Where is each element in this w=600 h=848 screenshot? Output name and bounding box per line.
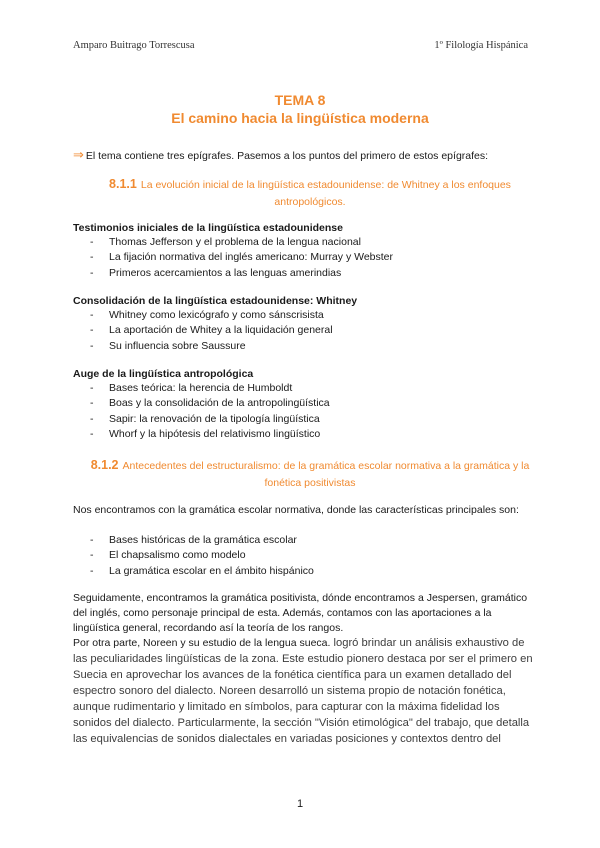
section-number: 8.1.1: [109, 177, 137, 191]
header-course: 1º Filología Hispánica: [434, 40, 528, 51]
list-item: - Bases históricas de la gramática escolar: [73, 533, 533, 548]
bullet-list: [73, 308, 533, 354]
list-item: - Whitney como lexicógrafo y como sánscrisista: [73, 308, 533, 323]
section-heading-8-1-2: [80, 457, 540, 492]
arrow-icon: ⇒: [73, 147, 84, 162]
list-item: - Boas y la consolidación de la antropolingüística: [73, 396, 533, 411]
group-testimonios: [73, 222, 533, 281]
section-heading-8-1-1: [80, 176, 540, 211]
list-item: - La gramática escolar en el ámbito hispánico: [73, 564, 533, 579]
intro-text: El tema contiene tres epígrafes. Pasemos a los puntos del primero de estos epígrafes:: [85, 150, 489, 162]
list-item: - Sapir: la renovación de la tipología lingüística: [73, 412, 533, 427]
bullet-list: [73, 235, 533, 281]
list-item: - Su influencia sobre Saussure: [73, 339, 533, 354]
section-title: Antecedentes del estructuralismo: de la gramática escolar normativa a la gramática y la fonética positivistas: [122, 460, 530, 489]
group-gramatica-escolar: [73, 533, 533, 579]
paragraph-lead: Por otra parte, Noreen y su estudio de la lengua sueca.: [73, 637, 331, 649]
paragraph-normativa: Nos encontramos con la gramática escolar normativa, donde las características principales son:: [73, 504, 519, 516]
list-item: - La fijación normativa del inglés americano: Murray y Webster: [73, 250, 533, 265]
list-item: - Thomas Jefferson y el problema de la lengua nacional: [73, 235, 533, 250]
list-item: - La aportación de Whitey a la liquidación general: [73, 323, 533, 338]
topic-subtitle: El camino hacia la lingüística moderna: [171, 110, 429, 126]
section-number: 8.1.2: [90, 458, 119, 472]
bullet-list: [73, 381, 533, 442]
section-title: La evolución inicial de la lingüística estadounidense: de Whitney a los enfoques antropológicos.: [140, 179, 511, 208]
paragraph-positivista: Seguidamente, encontramos la gramática positivista, dónde encontramos a Jespersen, gramático del inglés, como personaje principal de esta. Además, contamos con las aportaciones a la lingüística general, recordando así la teoría de los rangos.: [73, 592, 528, 634]
group-consolidacion: [73, 295, 533, 354]
header-author: Amparo Buitrago Torrescusa: [73, 40, 195, 51]
group-heading: Testimonios iniciales de la lingüística estadounidense: [73, 222, 343, 234]
paragraph-rest: logró brindar un análisis exhaustivo de las peculiaridades lingüísticas de la zona. Este estudio pionero destaca por ser el primero en Suecia en aprovechar los avances de la fonética científica para un examen detallado del espectro sonoro del dialecto. Noreen desarrolló un sistema propio de notación fonética, aunque rudimentario y limitado en símbolos, para capturar con la máxima fidelidad los sonidos del dialecto. Particularmente, la sección "Visión etimológica" del trabajo, que detalla las equivalencias de sonidos dialectales en variadas posiciones y contextos dentro del: [73, 637, 533, 745]
paragraph-noreen: [73, 635, 535, 747]
intro-line: [73, 147, 488, 163]
list-item: - El chapsalismo como modelo: [73, 548, 533, 563]
list-item: - Primeros acercamientos a las lenguas amerindias: [73, 266, 533, 281]
group-auge: [73, 368, 533, 442]
list-item: - Bases teórica: la herencia de Humboldt: [73, 381, 533, 396]
group-heading: Auge de la lingüística antropológica: [73, 368, 254, 380]
topic-title: TEMA 8: [274, 92, 326, 108]
group-heading: Consolidación de la lingüística estadounidense: Whitney: [73, 295, 358, 307]
bullet-list: [73, 533, 533, 579]
page-number: 1: [296, 798, 304, 810]
list-item: - Whorf y la hipótesis del relativismo lingüístico: [73, 427, 533, 442]
